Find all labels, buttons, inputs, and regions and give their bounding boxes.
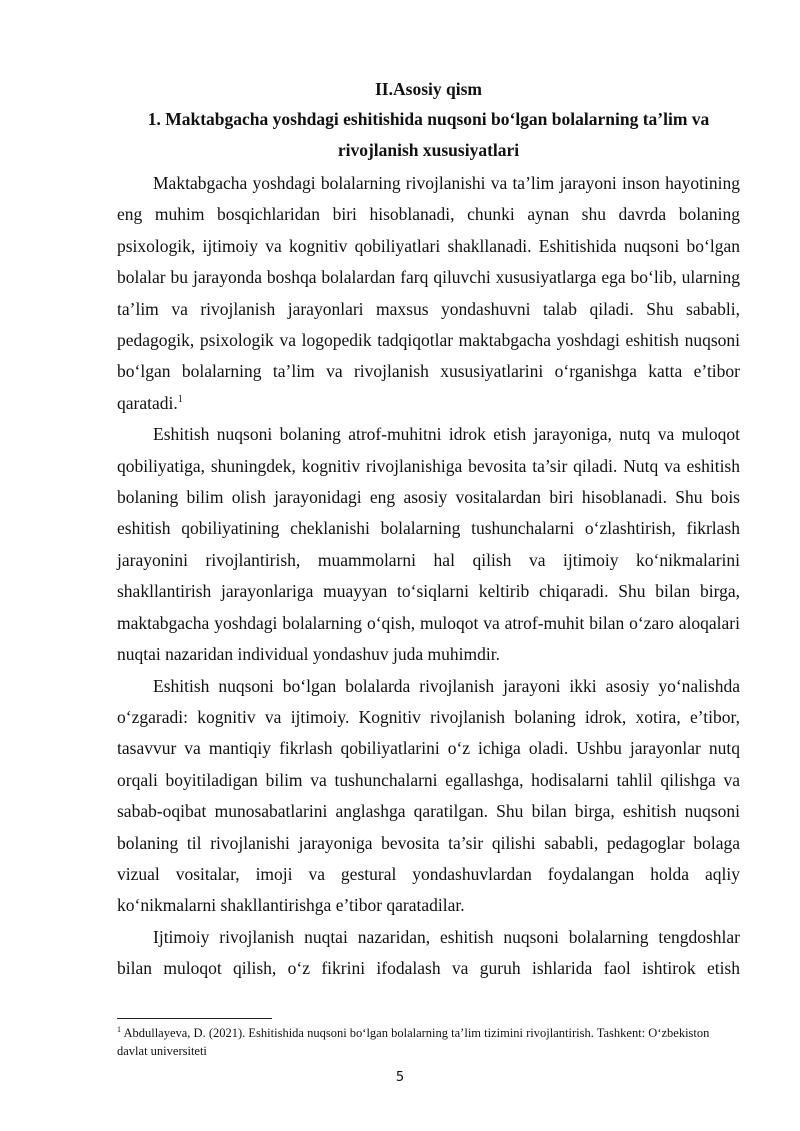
paragraph-1 xyxy=(117,168,740,419)
footnote-divider xyxy=(117,1018,272,1019)
paragraph-1-text: Maktabgacha yoshdagi bolalarning rivojlanishi va ta’lim jarayoni inson hayotining eng muhim bosqichlaridan biri hisoblanadi, chunki aynan shu davrda bolaning psixologik, ijtimoiy va kognitiv qobiliyatlari shakllanadi. Eshitishida nuqsoni bo‘lgan bolalar bu jarayonda boshqa bolalardan farq qiluvchi xususiyatlarga ega bo‘lib, ularning ta’lim va rivojlanish jarayonlari maxsus yondashuvni talab qiladi. Shu sababli, pedagogik, psixologik va logopedik tadqiqotlar maktabgacha yoshdagi eshitish nuqsoni bo‘lgan bolalarning ta’lim va rivojlanish xususiyatlarini o‘rganishga katta e’tibor qaratadi. xyxy=(117,173,740,413)
page-number: 5 xyxy=(395,1070,405,1085)
footnote-text: Abdullayeva, D. (2021). Eshitishida nuqsoni bo‘lgan bolalarning ta’lim tizimini rivojlantirish. Tashkent: O‘zbekiston davlat universiteti xyxy=(117,1026,710,1058)
footnote-reference: 1 xyxy=(177,394,183,406)
chapter-title: 1. Maktabgacha yoshdagi eshitishida nuqsoni bo‘lgan bolalarning ta’lim va rivojlanish xususiyatlari xyxy=(147,109,710,160)
page-content xyxy=(117,76,740,985)
paragraph-4: Ijtimoiy rivojlanish nuqtai nazaridan, eshitish nuqsoni bolalarning tengdoshlar bilan muloqot qilish, o‘z fikrini ifodalash va guruh ishlarida faol ishtirok etish xyxy=(117,926,740,979)
footnote xyxy=(117,1024,740,1060)
section-title: II.Asosiy qism xyxy=(375,79,482,99)
paragraph-3: Eshitish nuqsoni bo‘lgan bolalarda rivojlanish jarayoni ikki asosiy yo‘nalishda o‘zgaradi: kognitiv va ijtimoiy. Kognitiv rivojlanish bolaning idrok, xotira, e’tibor, tasavvur va mantiqiy fikrlash qobiliyatlarini o‘z ichiga oladi. Ushbu jarayonlar nutq orqali boyitiladigan bilim va tushunchalarni egallashga, hodisalarni tahlil qilishga va sabab-oqibat munosabatlarini anglashga qaratilgan. Shu bilan birga, eshitish nuqsoni bolaning til rivojlanishi jarayoniga bevosita ta’sir qilishi sababli, pedagoglar bolaga vizual vositalar, imoji va gestural yondashuvlardan foydalangan holda aqliy ko‘nikmalarni shakllantirishga e’tibor qaratadilar. xyxy=(117,675,740,916)
footnote-marker: 1 xyxy=(117,1024,121,1034)
paragraph-2: Eshitish nuqsoni bolaning atrof-muhitni idrok etish jarayoniga, nutq va muloqot qobiliyatiga, shuningdek, kognitiv rivojlanishiga bevosita ta’sir qiladi. Nutq va eshitish bolaning bilim olish jarayonidagi eng asosiy vositalardan biri hisoblanadi. Shu bois eshitish qobiliyatining cheklanishi bolalarning tushunchalarni o‘zlashtirish, fikrlash jarayonini rivojlantirish, muammolarni hal qilish va ijtimoiy ko‘nikmalarini shakllantirish jarayonlariga muayyan to‘siqlarni keltirib chiqaradi. Shu bilan birga, maktabgacha yoshdagi bolalarning o‘qish, muloqot va atrof-muhit bilan o‘zaro aloqalari nuqtai nazaridan individual yondashuv juda muhimdir. xyxy=(117,424,740,665)
